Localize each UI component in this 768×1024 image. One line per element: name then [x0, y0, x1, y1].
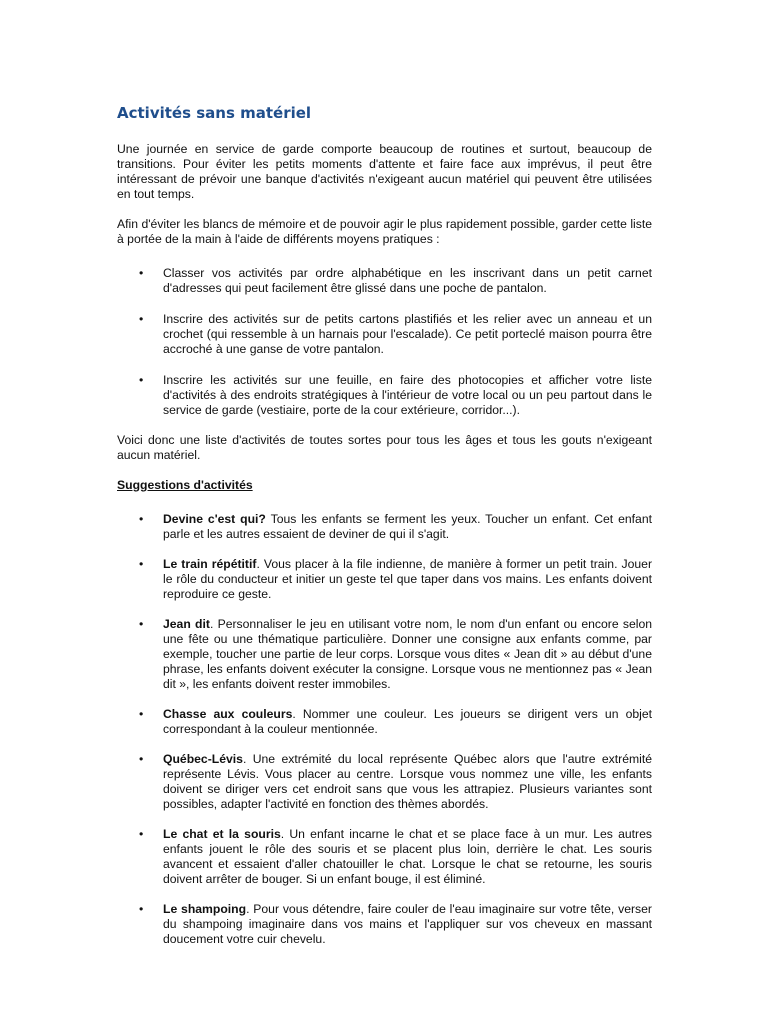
- activity-name: Le shampoing: [163, 902, 247, 916]
- activity-name: Québec-Lévis: [163, 752, 243, 766]
- list-item: [117, 312, 652, 357]
- activity-description: . Un enfant incarne le chat et se place face à un mur. Les autres enfants jouent le rôle des souris et se placent plus loin, derrière le chat. Les souris avancent et essaient d'aller chatouiller le chat. Lorsque le chat se retourne, les souris doivent arrêter de bouger. Si un enfant bouge, il est éliminé.: [163, 827, 652, 886]
- bullet-icon: •: [139, 902, 144, 916]
- document-title: Activités sans matériel: [117, 104, 312, 122]
- activity-item: [117, 827, 652, 887]
- activity-name: Devine c'est qui?: [163, 512, 266, 526]
- activity-description: . Vous placer à la file indienne, de manière à former un petit train. Jouer le rôle du conducteur et initier un geste tel que taper dans vos mains. Les enfants doivent reproduire ce geste.: [163, 557, 653, 601]
- bullet-icon: •: [139, 617, 144, 631]
- activity-name: Le chat et la souris: [163, 827, 281, 841]
- bullet-icon: •: [139, 373, 144, 387]
- bullet-icon: •: [139, 512, 144, 526]
- intro-paragraph: Une journée en service de garde comporte beaucoup de routines et surtout, beaucoup de transitions. Pour éviter les petits moments d'attente et faire face aux imprévus, il peut être intéressant de prévoir une banque d'activités n'exigeant aucun matériel qui peuvent être utilisées en tout temps.: [117, 142, 652, 201]
- activity-item: [117, 752, 652, 812]
- activity-name: Chasse aux couleurs: [163, 707, 293, 721]
- activity-description: . Nommer une couleur. Les joueurs se dirigent vers un objet correspondant à la couleur mentionnée.: [163, 707, 652, 736]
- list-item-text: Inscrire les activités sur une feuille, en faire des photocopies et afficher votre liste d'activités à des endroits stratégiques à l'intérieur de votre local ou un peu partout dans le service de garde (vestiaire, porte de la cour extérieure, corridor...).: [163, 373, 652, 417]
- suggestions-heading: Suggestions d'activités: [117, 478, 253, 492]
- activity-name: Le train répétitif: [163, 557, 257, 571]
- intro-paragraph: Afin d'éviter les blancs de mémoire et de pouvoir agir le plus rapidement possible, garder cette liste à portée de la main à l'aide de différents moyens pratiques :: [117, 217, 652, 246]
- activity-description: Tous les enfants se ferment les yeux. Toucher un enfant. Cet enfant parle et les autres essaient de deviner de qui il s'agit.: [163, 512, 652, 541]
- activity-item: [117, 512, 652, 542]
- tips-list: [117, 266, 652, 418]
- list-item-text: Classer vos activités par ordre alphabétique en les inscrivant dans un petit carnet d'adresses qui peut facilement être glissé dans une poche de pantalon.: [163, 266, 652, 295]
- activity-name: Jean dit: [163, 617, 210, 631]
- activity-description: . Pour vous détendre, faire couler de l'eau imaginaire sur votre tête, verser du shampoing imaginaire dans vos mains et l'appliquer sur vos cheveux en massant doucement votre cuir chevelu.: [163, 902, 652, 946]
- activities-list: [117, 512, 652, 947]
- closing-paragraph: Voici donc une liste d'activités de toutes sortes pour tous les âges et tous les gouts n'exigeant aucun matériel.: [117, 433, 652, 462]
- bullet-icon: •: [139, 266, 144, 280]
- list-item: [117, 373, 652, 418]
- document-page: [117, 103, 652, 962]
- activity-description: . Personnaliser le jeu en utilisant votre nom, le nom d'un enfant ou encore selon une fête ou une thématique particulière. Donner une consigne aux enfants comme, par exemple, toucher une partie de leur corps. Lorsque vous dites « Jean dit » au début d'une phrase, les enfants doivent exécuter la consigne. Lorsque vous ne mentionnez pas « Jean dit », les enfants doivent rester immobiles.: [163, 617, 652, 691]
- activity-item: [117, 707, 652, 737]
- list-item-text: Inscrire des activités sur de petits cartons plastifiés et les relier avec un anneau et un crochet (qui ressemble à un harnais pour l'escalade). Ce petit porteclé maison pourra être accroché à une ganse de votre pantalon.: [163, 312, 652, 356]
- activity-description: . Une extrémité du local représente Québec alors que l'autre extrémité représente Lévis. Vous placer au centre. Lorsque vous nommez une ville, les enfants doivent se diriger vers cet endroit sans que vous les attrapiez. Plusieurs variantes sont possibles, adapter l'activité en fonction des thèmes abordés.: [163, 752, 652, 811]
- list-item: [117, 266, 652, 296]
- activity-item: [117, 557, 652, 602]
- bullet-icon: •: [139, 707, 144, 721]
- activity-item: [117, 617, 652, 692]
- bullet-icon: •: [139, 557, 144, 571]
- activity-item: [117, 902, 652, 947]
- bullet-icon: •: [139, 752, 144, 766]
- bullet-icon: •: [139, 827, 144, 841]
- bullet-icon: •: [139, 312, 144, 326]
